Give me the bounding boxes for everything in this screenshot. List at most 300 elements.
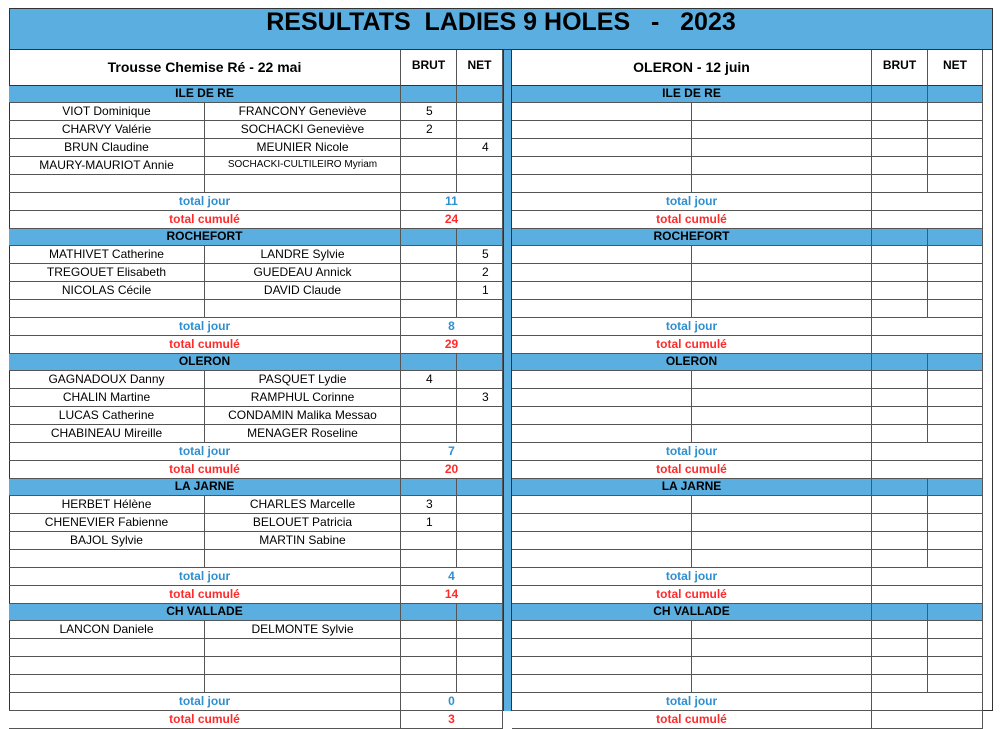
net-score: 3 <box>457 389 503 407</box>
player-row <box>9 621 503 639</box>
player-1-name <box>512 264 692 282</box>
total-cumul-value <box>872 336 983 354</box>
player-2-name <box>692 139 872 157</box>
player-1-name: BRUN Claudine <box>9 139 205 157</box>
net-score <box>457 514 503 532</box>
total-jour-value: 11 <box>401 193 503 211</box>
player-1-name <box>512 514 692 532</box>
player-2-name: RAMPHUL Corinne <box>205 389 401 407</box>
right-event-panel <box>512 50 993 726</box>
player-row <box>512 264 993 282</box>
brut-score <box>401 246 457 264</box>
brut-score <box>872 371 928 389</box>
club-brut-cell <box>872 604 928 621</box>
brut-score <box>872 657 928 675</box>
total-jour-row <box>512 193 993 211</box>
net-score: 2 <box>457 264 503 282</box>
total-jour-label: total jour <box>9 318 401 336</box>
player-2-name <box>205 300 401 318</box>
club-name: ILE DE RE <box>512 86 872 103</box>
player-1-name <box>9 657 205 675</box>
player-2-name <box>692 675 872 693</box>
player-1-name <box>512 371 692 389</box>
club-net-cell <box>457 86 503 103</box>
player-1-name <box>512 389 692 407</box>
player-row <box>9 121 503 139</box>
net-score <box>928 246 983 264</box>
net-score: 5 <box>457 246 503 264</box>
player-row <box>512 657 993 675</box>
player-2-name <box>205 657 401 675</box>
player-2-name <box>692 157 872 175</box>
player-row <box>512 300 993 318</box>
brut-score <box>401 300 457 318</box>
total-jour-value <box>872 193 983 211</box>
brut-score <box>401 175 457 193</box>
club-net-cell <box>928 229 983 246</box>
total-jour-row <box>512 443 993 461</box>
brut-score <box>401 621 457 639</box>
total-jour-row <box>512 318 993 336</box>
player-1-name: CHABINEAU Mireille <box>9 425 205 443</box>
net-score <box>928 300 983 318</box>
brut-score <box>401 550 457 568</box>
brut-score <box>872 282 928 300</box>
player-2-name <box>692 657 872 675</box>
brut-score: 2 <box>401 121 457 139</box>
total-cumul-value <box>872 711 983 729</box>
club-net-cell <box>457 354 503 371</box>
total-jour-row <box>9 693 503 711</box>
player-row <box>9 103 503 121</box>
player-2-name: MENAGER Roseline <box>205 425 401 443</box>
club-brut-cell <box>872 354 928 371</box>
total-jour-label: total jour <box>512 193 872 211</box>
club-name: CH VALLADE <box>9 604 401 621</box>
player-row <box>9 389 503 407</box>
player-2-name: LANDRE Sylvie <box>205 246 401 264</box>
player-row <box>512 496 993 514</box>
net-score <box>457 157 503 175</box>
club-name: ROCHEFORT <box>9 229 401 246</box>
total-jour-row <box>9 318 503 336</box>
player-2-name <box>692 282 872 300</box>
club-net-cell <box>928 86 983 103</box>
club-brut-cell <box>401 479 457 496</box>
player-row <box>512 425 993 443</box>
total-jour-row <box>9 193 503 211</box>
total-cumul-row <box>512 461 993 479</box>
total-cumul-label: total cumulé <box>512 211 872 229</box>
player-row <box>9 639 503 657</box>
brut-score <box>872 103 928 121</box>
brut-score <box>401 532 457 550</box>
net-score <box>928 675 983 693</box>
player-1-name <box>512 300 692 318</box>
club-name: OLERON <box>512 354 872 371</box>
player-1-name <box>512 246 692 264</box>
net-score <box>457 639 503 657</box>
player-row <box>512 639 993 657</box>
player-2-name <box>692 639 872 657</box>
club-net-cell <box>457 604 503 621</box>
net-score <box>928 407 983 425</box>
net-score <box>928 103 983 121</box>
brut-score: 1 <box>401 514 457 532</box>
total-jour-label: total jour <box>512 443 872 461</box>
total-cumul-row <box>9 586 503 604</box>
brut-score <box>872 157 928 175</box>
player-row <box>9 157 503 175</box>
player-row <box>9 425 503 443</box>
club-net-cell <box>928 604 983 621</box>
net-score <box>457 121 503 139</box>
brut-score <box>872 389 928 407</box>
player-row <box>512 550 993 568</box>
player-1-name <box>512 621 692 639</box>
player-2-name <box>692 246 872 264</box>
net-score <box>928 264 983 282</box>
club-brut-cell <box>872 229 928 246</box>
player-1-name <box>512 496 692 514</box>
club-brut-cell <box>401 86 457 103</box>
player-1-name <box>512 639 692 657</box>
player-1-name <box>512 675 692 693</box>
brut-score: 3 <box>401 496 457 514</box>
total-jour-label: total jour <box>512 693 872 711</box>
player-2-name: SOCHACKI-CULTILEIRO Myriam <box>205 157 401 175</box>
brut-header: BRUT <box>872 50 928 86</box>
player-2-name: DAVID Claude <box>205 282 401 300</box>
player-2-name: FRANCONY Geneviève <box>205 103 401 121</box>
brut-score <box>401 157 457 175</box>
club-header-row <box>9 604 503 621</box>
total-jour-value <box>872 443 983 461</box>
club-brut-cell <box>401 229 457 246</box>
club-header-row <box>512 229 993 246</box>
player-2-name <box>692 300 872 318</box>
player-2-name: MARTIN Sabine <box>205 532 401 550</box>
brut-score <box>401 139 457 157</box>
player-2-name <box>692 121 872 139</box>
player-row <box>9 300 503 318</box>
player-1-name <box>512 532 692 550</box>
player-row <box>512 282 993 300</box>
player-row <box>512 103 993 121</box>
total-jour-label: total jour <box>9 193 401 211</box>
brut-score <box>401 675 457 693</box>
brut-score <box>401 282 457 300</box>
total-cumul-row <box>512 586 993 604</box>
total-cumul-row <box>512 711 993 729</box>
net-score: 4 <box>457 139 503 157</box>
total-cumul-label: total cumulé <box>512 336 872 354</box>
club-brut-cell <box>872 479 928 496</box>
net-score <box>457 175 503 193</box>
player-1-name: CHALIN Martine <box>9 389 205 407</box>
total-jour-row <box>512 693 993 711</box>
brut-score <box>401 407 457 425</box>
net-score <box>457 657 503 675</box>
club-header-row <box>512 479 993 496</box>
player-row <box>512 621 993 639</box>
net-score <box>928 175 983 193</box>
brut-score: 5 <box>401 103 457 121</box>
player-1-name <box>512 103 692 121</box>
club-name: OLERON <box>9 354 401 371</box>
total-cumul-value <box>872 211 983 229</box>
brut-score <box>401 639 457 657</box>
brut-score <box>872 246 928 264</box>
total-jour-value: 0 <box>401 693 503 711</box>
player-2-name <box>692 103 872 121</box>
brut-score: 4 <box>401 371 457 389</box>
club-name: LA JARNE <box>9 479 401 496</box>
net-score <box>457 103 503 121</box>
player-row <box>9 514 503 532</box>
player-1-name <box>512 657 692 675</box>
player-row <box>9 657 503 675</box>
total-jour-row <box>9 443 503 461</box>
total-jour-row <box>9 568 503 586</box>
club-header-row <box>512 604 993 621</box>
club-name: ROCHEFORT <box>512 229 872 246</box>
total-cumul-label: total cumulé <box>9 711 401 729</box>
player-2-name: DELMONTE Sylvie <box>205 621 401 639</box>
player-2-name: BELOUET Patricia <box>205 514 401 532</box>
net-score <box>928 496 983 514</box>
total-jour-label: total jour <box>9 693 401 711</box>
player-2-name: CONDAMIN Malika Messao <box>205 407 401 425</box>
event-header-row <box>512 50 993 86</box>
player-2-name <box>692 621 872 639</box>
player-1-name: BAJOL Sylvie <box>9 532 205 550</box>
player-1-name <box>512 425 692 443</box>
player-row <box>512 175 993 193</box>
player-1-name: TREGOUET Elisabeth <box>9 264 205 282</box>
total-cumul-value: 20 <box>401 461 503 479</box>
net-score <box>457 300 503 318</box>
net-score <box>928 657 983 675</box>
player-row <box>9 371 503 389</box>
player-1-name <box>512 550 692 568</box>
player-1-name <box>512 157 692 175</box>
club-name: ILE DE RE <box>9 86 401 103</box>
player-1-name <box>9 300 205 318</box>
total-cumul-value: 24 <box>401 211 503 229</box>
page-title: RESULTATS LADIES 9 HOLES - 2023 <box>9 8 993 50</box>
player-1-name: VIOT Dominique <box>9 103 205 121</box>
player-2-name <box>692 389 872 407</box>
net-score <box>928 282 983 300</box>
net-score <box>928 371 983 389</box>
brut-score <box>872 621 928 639</box>
total-jour-value <box>872 568 983 586</box>
total-cumul-value <box>872 461 983 479</box>
brut-score <box>872 532 928 550</box>
player-2-name <box>692 407 872 425</box>
player-1-name: LANCON Daniele <box>9 621 205 639</box>
player-2-name <box>692 550 872 568</box>
player-1-name <box>512 175 692 193</box>
net-score: 1 <box>457 282 503 300</box>
player-2-name: MEUNIER Nicole <box>205 139 401 157</box>
player-1-name <box>512 282 692 300</box>
player-row <box>512 675 993 693</box>
brut-score <box>872 407 928 425</box>
event-header-row <box>9 50 503 86</box>
brut-score <box>872 264 928 282</box>
player-row <box>512 532 993 550</box>
player-2-name <box>205 175 401 193</box>
total-cumul-label: total cumulé <box>512 461 872 479</box>
club-brut-cell <box>401 604 457 621</box>
total-jour-label: total jour <box>9 443 401 461</box>
total-cumul-row <box>512 336 993 354</box>
net-score <box>928 514 983 532</box>
player-row <box>9 139 503 157</box>
player-row <box>9 246 503 264</box>
brut-score <box>401 389 457 407</box>
player-2-name <box>205 675 401 693</box>
total-jour-value <box>872 318 983 336</box>
total-cumul-value: 14 <box>401 586 503 604</box>
player-2-name: CHARLES Marcelle <box>205 496 401 514</box>
player-1-name: CHARVY Valérie <box>9 121 205 139</box>
player-row <box>512 139 993 157</box>
player-row <box>9 532 503 550</box>
player-row <box>9 264 503 282</box>
player-2-name: PASQUET Lydie <box>205 371 401 389</box>
player-2-name <box>205 639 401 657</box>
club-header-row <box>9 229 503 246</box>
player-row <box>512 157 993 175</box>
event-title: Trousse Chemise Ré - 22 mai <box>9 50 401 86</box>
net-score <box>928 139 983 157</box>
left-event-panel <box>9 50 503 726</box>
player-1-name: HERBET Hélène <box>9 496 205 514</box>
brut-score <box>872 675 928 693</box>
net-score <box>928 639 983 657</box>
brut-score <box>872 425 928 443</box>
total-cumul-value: 29 <box>401 336 503 354</box>
net-score <box>457 371 503 389</box>
total-cumul-row <box>9 711 503 729</box>
player-2-name: GUEDEAU Annick <box>205 264 401 282</box>
club-header-row <box>9 86 503 103</box>
player-2-name <box>692 532 872 550</box>
club-brut-cell <box>401 354 457 371</box>
player-row <box>9 407 503 425</box>
net-score <box>928 389 983 407</box>
player-row <box>9 675 503 693</box>
total-jour-value: 8 <box>401 318 503 336</box>
player-1-name <box>9 675 205 693</box>
total-cumul-label: total cumulé <box>512 711 872 729</box>
net-score <box>928 550 983 568</box>
brut-score <box>872 639 928 657</box>
total-jour-value: 7 <box>401 443 503 461</box>
total-jour-value: 4 <box>401 568 503 586</box>
net-score <box>457 425 503 443</box>
total-jour-row <box>512 568 993 586</box>
player-1-name: MATHIVET Catherine <box>9 246 205 264</box>
total-cumul-row <box>512 211 993 229</box>
player-row <box>9 282 503 300</box>
total-cumul-label: total cumulé <box>9 336 401 354</box>
net-score <box>457 532 503 550</box>
net-score <box>928 121 983 139</box>
club-net-cell <box>928 479 983 496</box>
total-cumul-value: 3 <box>401 711 503 729</box>
player-row <box>512 389 993 407</box>
player-row <box>9 496 503 514</box>
player-row <box>512 246 993 264</box>
club-header-row <box>9 479 503 496</box>
player-1-name <box>9 639 205 657</box>
total-jour-value <box>872 693 983 711</box>
total-cumul-row <box>9 461 503 479</box>
club-net-cell <box>457 229 503 246</box>
total-cumul-label: total cumulé <box>9 586 401 604</box>
brut-score <box>401 264 457 282</box>
club-header-row <box>512 86 993 103</box>
net-score <box>457 621 503 639</box>
player-row <box>512 371 993 389</box>
panel-separator <box>503 50 512 711</box>
player-2-name <box>692 425 872 443</box>
club-name: LA JARNE <box>512 479 872 496</box>
brut-score <box>401 425 457 443</box>
total-cumul-label: total cumulé <box>9 211 401 229</box>
total-cumul-row <box>9 211 503 229</box>
net-score <box>457 407 503 425</box>
brut-score <box>872 514 928 532</box>
total-cumul-label: total cumulé <box>9 461 401 479</box>
club-net-cell <box>457 479 503 496</box>
player-1-name <box>512 407 692 425</box>
club-header-row <box>512 354 993 371</box>
total-cumul-row <box>9 336 503 354</box>
brut-score <box>401 657 457 675</box>
player-1-name: CHENEVIER Fabienne <box>9 514 205 532</box>
player-row <box>512 514 993 532</box>
player-2-name <box>205 550 401 568</box>
net-score <box>928 157 983 175</box>
net-score <box>457 496 503 514</box>
total-cumul-value <box>872 586 983 604</box>
player-1-name <box>9 550 205 568</box>
brut-score <box>872 121 928 139</box>
net-score <box>457 550 503 568</box>
club-name: CH VALLADE <box>512 604 872 621</box>
player-1-name: LUCAS Catherine <box>9 407 205 425</box>
brut-score <box>872 175 928 193</box>
total-cumul-label: total cumulé <box>512 586 872 604</box>
player-row <box>512 121 993 139</box>
club-net-cell <box>928 354 983 371</box>
brut-score <box>872 139 928 157</box>
player-1-name: GAGNADOUX Danny <box>9 371 205 389</box>
player-2-name <box>692 264 872 282</box>
player-row <box>512 407 993 425</box>
player-2-name <box>692 496 872 514</box>
total-jour-label: total jour <box>512 318 872 336</box>
player-1-name: NICOLAS Cécile <box>9 282 205 300</box>
player-2-name <box>692 371 872 389</box>
net-score <box>928 425 983 443</box>
brut-score <box>872 300 928 318</box>
